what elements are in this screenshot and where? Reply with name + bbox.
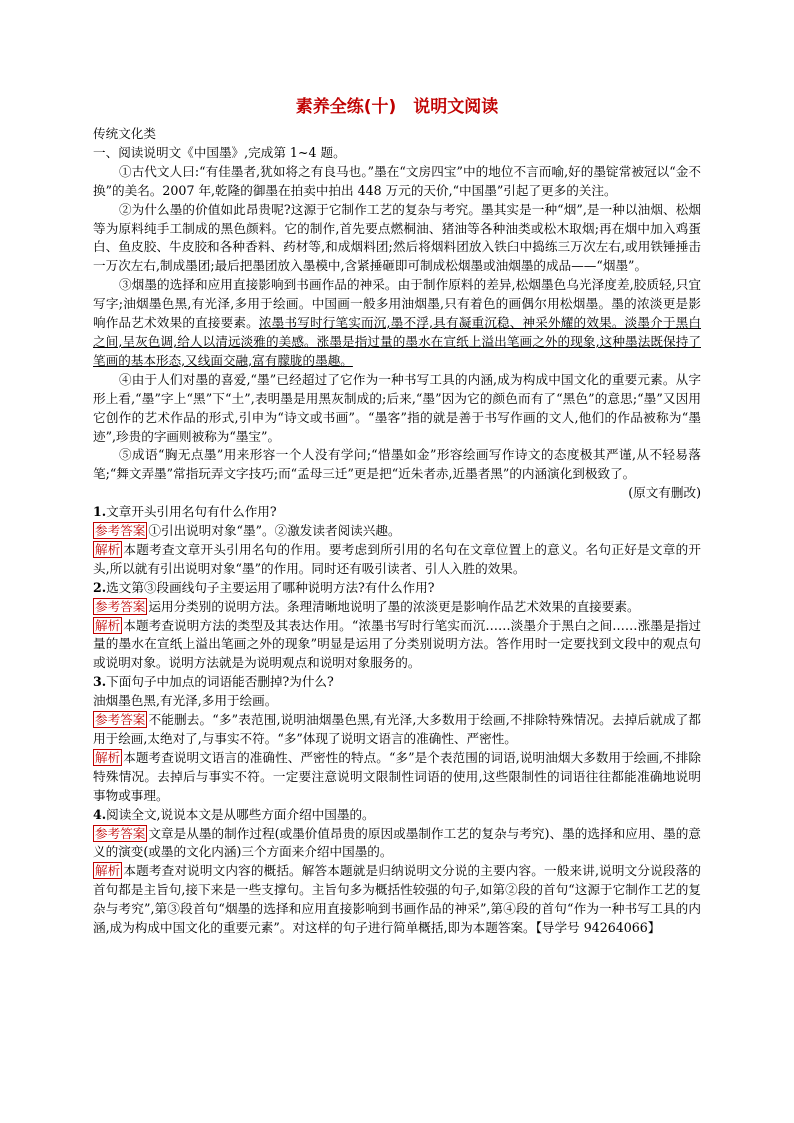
question-2 [93, 579, 701, 598]
question-3 [93, 673, 701, 692]
analysis-text: 本题考查文章开头引用名句的作用。要考虑到所引用的名句在文章位置上的意义。名句正好是文章的开头,所以就有引出说明对象“墨”的作用。同时还有吸引读者、引人入胜的效果。 [93, 541, 701, 576]
question-number: 2. [93, 579, 107, 595]
section-instruction: 一、阅读说明文《中国墨》,完成第 1~4 题。 [93, 144, 346, 160]
answer-tag: 参考答案 [95, 712, 146, 728]
analysis-text: 本题考查说明文语言的准确性、严密性的特点。“多”是个表范围的词语,说明油烟大多数用于绘画,不排除特殊情况。去掉后与事实不符。一定要注意说明文限制性词语的使用,这些限制性的词语往往都能准确地说明事物或事理。 [93, 749, 701, 803]
answer-tag: 参考答案 [95, 825, 146, 841]
question-number: 4. [93, 806, 107, 822]
passage-paragraph-4: ④由于人们对墨的喜爱,“墨”已经超过了它作为一种书写工具的内涵,成为构成中国文化的重要元素。从字形上看,“墨”字上“黑”下“土”,表明墨是用黑灰制成的;后来,“墨”因为它的颜色而有了“黑色”的意思;“墨”又因用它创作的艺术作品的形式,引申为“诗文或书画”。“墨客”指的就是善于书写作画的文人,他们的作品被称为“墨迹”,珍贵的字画则被称为“墨宝”。 [93, 371, 701, 444]
category-label: 传统文化类 [93, 126, 156, 141]
answer-4 [93, 825, 701, 863]
page-body [93, 96, 701, 938]
question-1 [93, 503, 701, 522]
answer-text: 运用分类别的说明方法。条理清晰地说明了墨的浓淡更是影响作品艺术效果的直接要素。 [148, 598, 640, 614]
underlined-sentences: 浓墨书写时行笔实而沉,墨不浮,具有凝重沉稳、神采外耀的效果。淡墨介于黑白之间,呈灰色调,给人以清远淡雅的美感。涨墨是指过量的墨水在宣纸上溢出笔画之外的现象,这种墨法既保持了笔画的基本形态,又线面交融,富有朦胧的墨趣。 [93, 315, 702, 368]
answer-text: 文章是从墨的制作过程(或墨价值昂贵的原因或墨制作工艺的复杂与考究)、墨的选择和应用、墨的意义的演变(或墨的文化内涵)三个方面来介绍中国墨的。 [93, 825, 701, 860]
passage-paragraph-3 [93, 276, 701, 371]
passage-paragraph-5: ⑤成语“胸无点墨”用来形容一个人没有学问;“惜墨如金”形容绘画写作诗文的态度极其严谨,从不轻易落笔;“舞文弄墨”常指玩弄文字技巧;而“孟母三迁”更是把“近朱者赤,近墨者黑”的内涵演化到极致了。 [93, 447, 701, 482]
analysis-3 [93, 749, 701, 806]
answer-text: ①引出说明对象“墨”。②激发读者阅读兴趣。 [148, 523, 401, 539]
question-text: 下面句子中加点的词语能否删掉?为什么? [106, 674, 334, 690]
answer-2 [93, 598, 701, 617]
paragraph-3-intro: ③烟墨的选择和应用直接影响到书画作品的神采。由于制作原料的差异,松烟墨色乌光泽度差,胶质轻,只宜写字;油烟墨色黑,有光泽,多用于绘画。中国画一般多用油烟墨,只有着色的画偶尔用松烟墨。墨的浓淡更是影响作品艺术效果的直接要素。 [93, 277, 701, 331]
answer-1 [93, 522, 701, 541]
answer-text: 不能删去。“多”表范围,说明油烟墨色黑,有光泽,大多数用于绘画,不排除特殊情况。去掉后就成了都用于绘画,太绝对了,与事实不符。“多”体现了说明文语言的准确性、严密性。 [93, 712, 701, 746]
analysis-tag: 解析 [95, 749, 121, 765]
question-number: 3. [93, 674, 107, 690]
question-number: 1. [93, 504, 107, 520]
question-text: 选文第③段画线句子主要运用了哪种说明方法?有什么作用? [106, 579, 435, 595]
passage-paragraph-1: ①古代文人曰:“有佳墨者,犹如将之有良马也。”墨在“文房四宝”中的地位不言而喻,好的墨锭常被冠以“金不换”的美名。2007 年,乾隆的御墨在拍卖中拍出 448 万元的天价,“中国墨”引起了更多的关注。 [93, 163, 701, 198]
analysis-2 [93, 617, 701, 674]
question-text: 阅读全文,说说本文是从哪些方面介绍中国墨的。 [106, 806, 375, 822]
analysis-tag: 解析 [95, 541, 121, 557]
passage-paragraph-2: ②为什么墨的价值如此昂贵呢?这源于它制作工艺的复杂与考究。墨其实是一种“烟”,是一种以油烟、松烟等为原料纯手工制成的黑色颜料。它的制作,首先要点燃桐油、猪油等各种油类或松木取烟;再在烟中加入鸡蛋白、鱼皮胶、牛皮胶和各种香料、药材等,和成烟料团;然后将烟料团放入铁臼中捣练三万次左右,或用铁锤捶击一万次左右,制成墨团;最后把墨团放入墨模中,含紧捶砸即可制成松烟墨或油烟墨的成品——“烟墨”。 [93, 201, 701, 274]
question-4 [93, 806, 701, 825]
answer-tag: 参考答案 [95, 598, 146, 614]
question-text: 文章开头引用名句有什么作用? [106, 504, 277, 520]
example-sentence: 油烟墨色黑,有光泽,多用于绘画。 [93, 693, 278, 709]
analysis-tag: 解析 [95, 863, 121, 879]
answer-3 [93, 711, 701, 749]
source-note: (原文有删改) [628, 485, 701, 501]
analysis-text: 本题考查说明方法的类型及其表达作用。“浓墨书写时行笔实而沉……淡墨介于黑白之间……涨墨是指过量的墨水在宣纸上溢出笔画之外的现象”明显是运用了分类别说明方法。答作用时一定要找到文段中的观点句或说明对象。说明方法就是为说明观点和说明对象服务的。 [93, 617, 701, 671]
analysis-1 [93, 541, 701, 579]
page-title: 素养全练(十) 说明文阅读 [295, 97, 499, 117]
analysis-text: 本题考查对说明文内容的概括。解答本题就是归纳说明文分说的主要内容。一般来讲,说明文分说段落的首句都是主旨句,接下来是一些支撑句。主旨句多为概括性较强的句子,如第②段的首句“这源于它制作工艺的复杂与考究”,第③段首句“烟墨的选择和应用直接影响到书画作品的神采”,第④段的首句“作为一种书写工具的内涵,成为构成中国文化的重要元素”。对这样的句子进行简单概括,即为本题答案。【导学号 94264066】 [93, 863, 701, 936]
answer-tag: 参考答案 [95, 523, 146, 539]
analysis-tag: 解析 [95, 617, 121, 633]
analysis-4 [93, 862, 701, 938]
